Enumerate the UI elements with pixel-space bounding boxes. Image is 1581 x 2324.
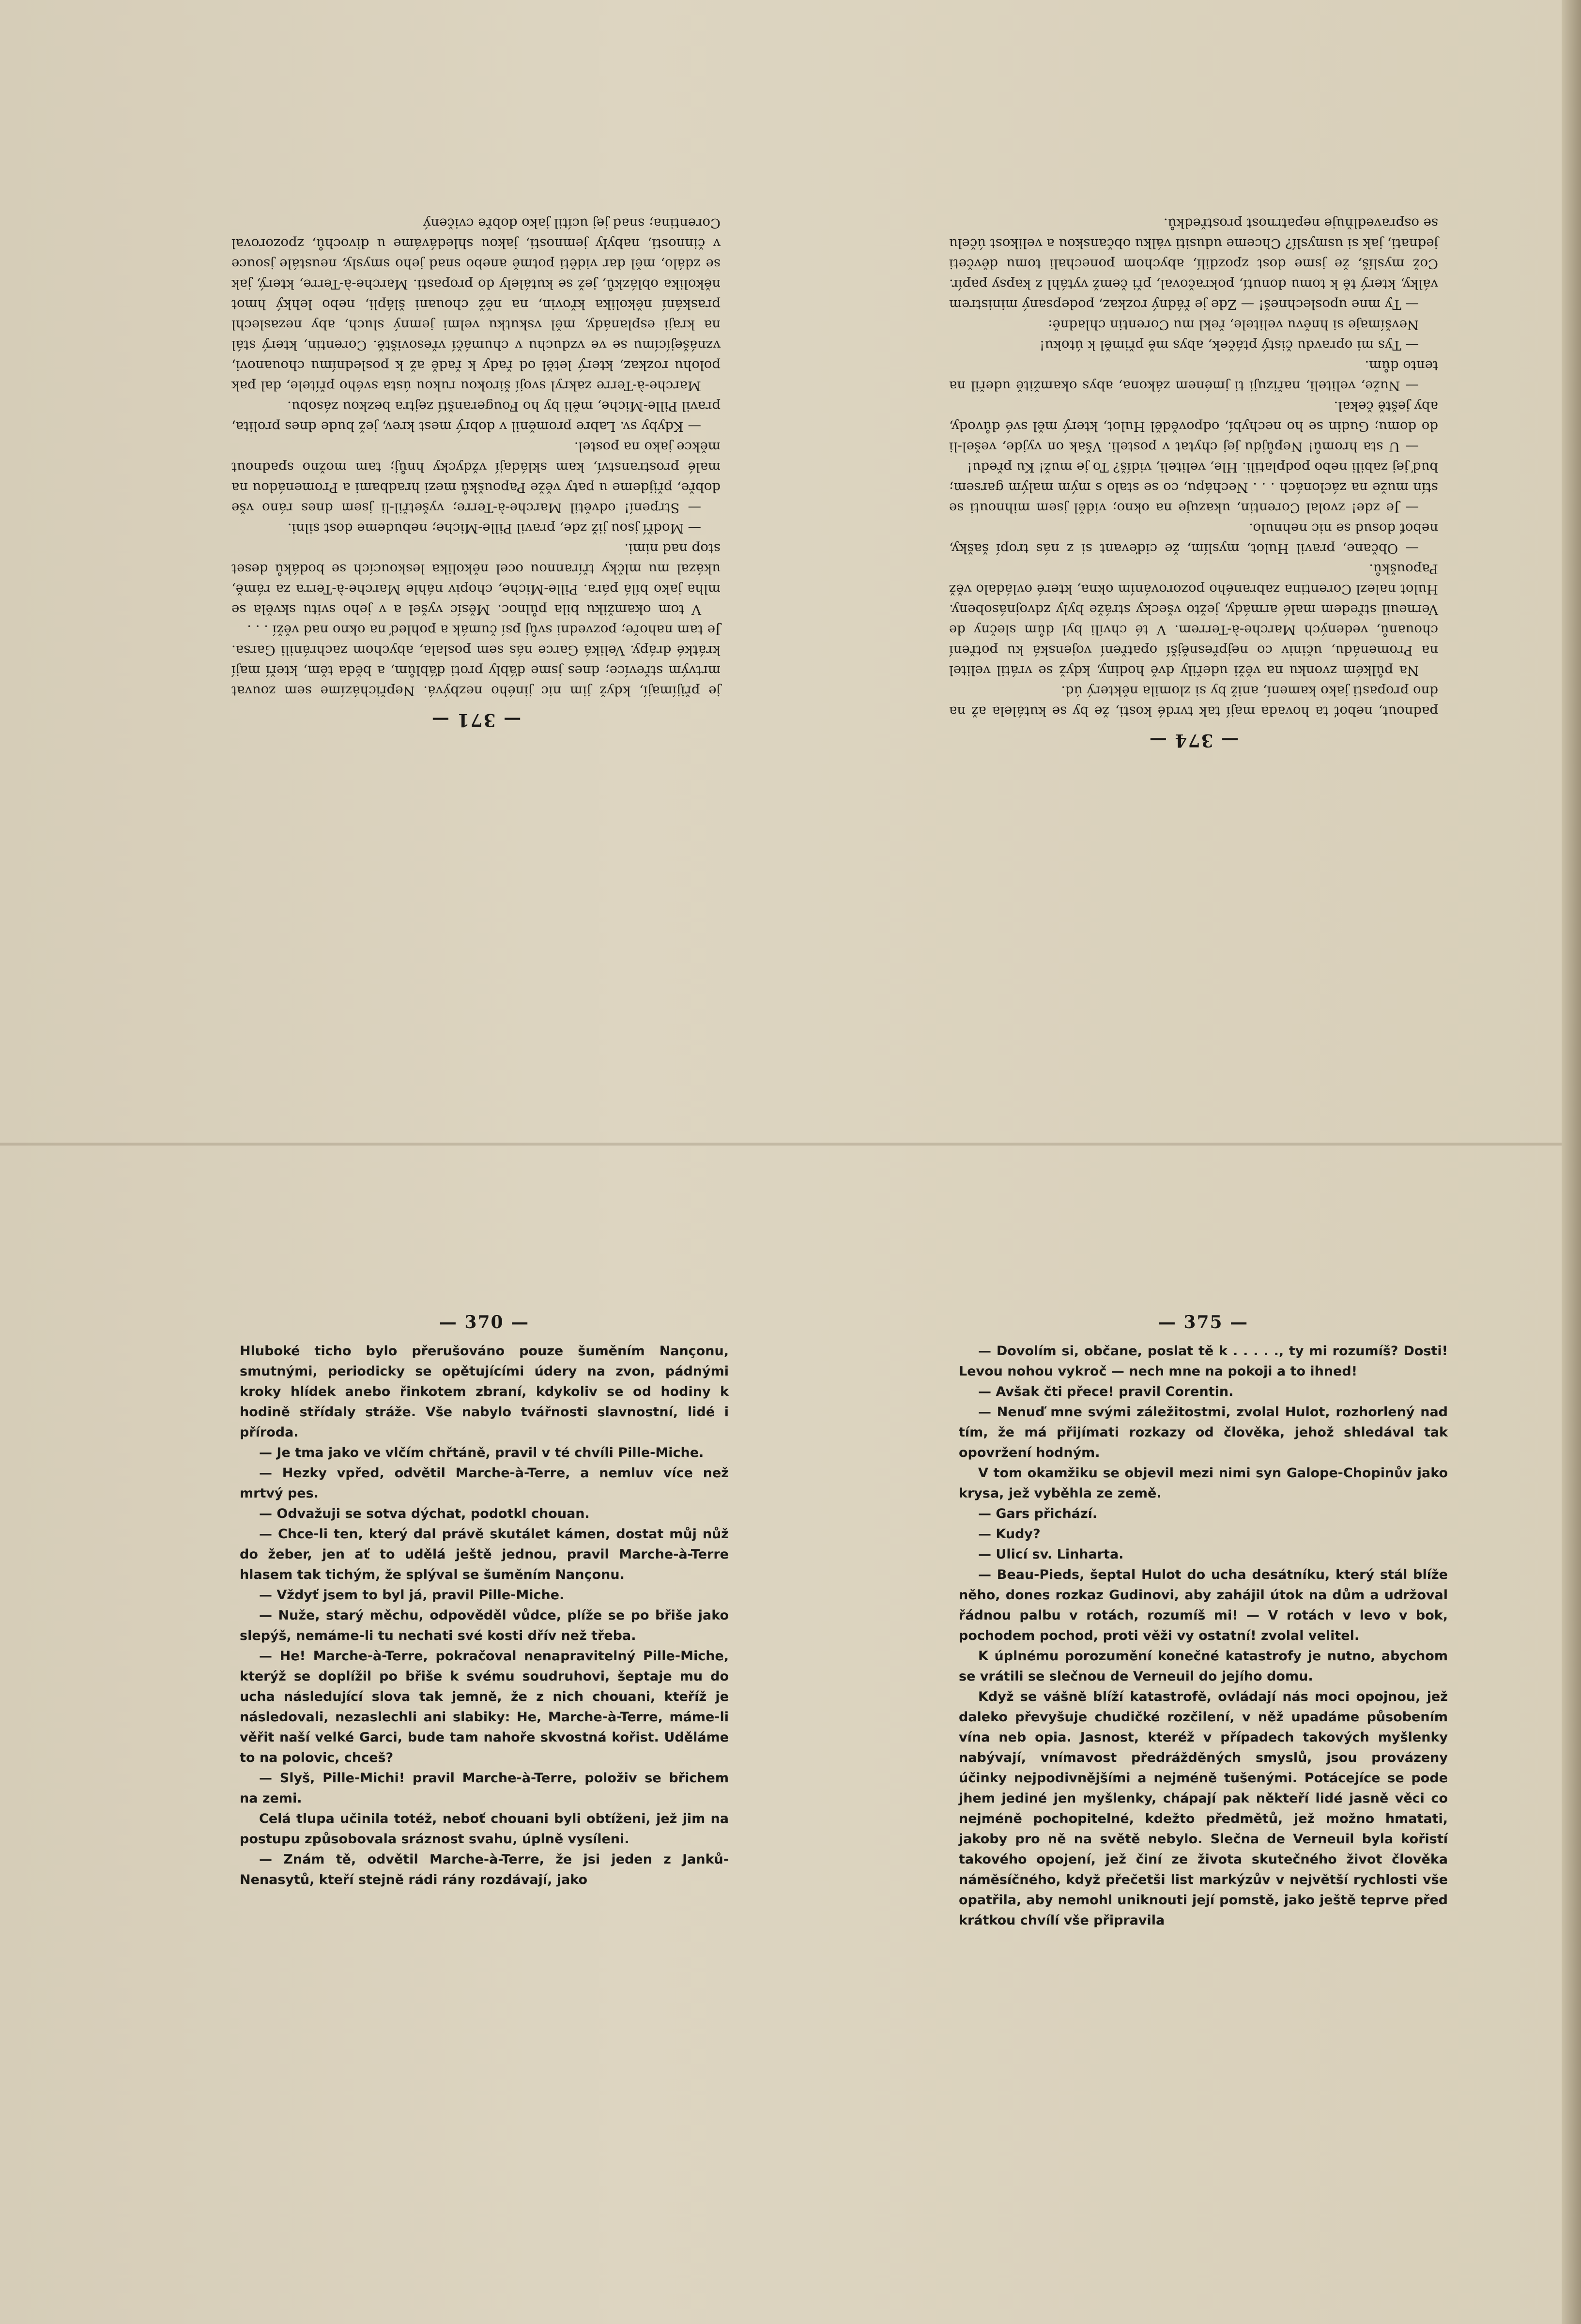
paragraph: — Vždyť jsem to byl já, pravil Pille-Miche. bbox=[259, 1588, 565, 1603]
paragraph: — Tys mi opravdu čistý ptáček, abys mě přiměl k útoku! bbox=[1039, 337, 1419, 353]
page-number: — 374 — bbox=[1148, 730, 1239, 750]
paragraph: — Chce-li ten, který dal právě skutálet kámen, dostat můj nůž do žeber, jen ať to udělá ještě jednou, pravil Marche-à-Terre hlasem tak tichým, že splýval se šuměním Nançonu. bbox=[240, 1527, 729, 1582]
page-body bbox=[240, 1341, 729, 1890]
page-371 bbox=[231, 213, 721, 730]
paragraph: — Ty mne uposlechneš! — Zde je řádný rozkaz, podepsaný ministrem války, který tě k tomu donutí, pokračoval, při čemž vytáhl z kapsy papír. Což myslíš, že jsme dost zpozdilí, abychom ponechali tomu děvčeti jednati, jak si usmyslí? Chceme udusiti válku občanskou a velikost účelu se ospravedlňuje nepatrnost prostředků. bbox=[949, 215, 1438, 312]
paragraph: — Avšak čti přece! pravil Corentin. bbox=[978, 1384, 1234, 1399]
paragraph: — Nuže, veliteli, nařizuji ti jménem zákona, abys okamžitě udeřil na tento dům. bbox=[949, 358, 1438, 394]
paragraph: — Je tma jako ve vlčím chřtáně, pravil v té chvíli Pille-Miche. bbox=[259, 1445, 704, 1460]
paragraph: — Odvažuji se sotva dýchat, podotkl chouan. bbox=[259, 1506, 590, 1521]
paragraph: — Občane, pravil Hulot, myslím, že ciďevant si z nás tropí šašky, neboť dosud se nic nehnulo. bbox=[949, 520, 1438, 556]
paragraph: — Nuže, starý měchu, odpověděl vůdce, plíže se po břiše jako slepýš, nemáme-li tu nechati své kosti dřív než třeba. bbox=[240, 1608, 729, 1643]
paragraph: — Hezky vpřed, odvětil Marche-à-Terre, a nemluv více než mrtvý pes. bbox=[240, 1466, 729, 1501]
paragraph: V tom okamžiku se objevil mezi nimi syn Galope-Chopinův jako krysa, jež vyběhla ze země. bbox=[959, 1466, 1448, 1501]
paragraph: — Modří jsou již zde, pravil Pille-Miche; nebudeme dost silni. bbox=[287, 520, 701, 536]
page-370 bbox=[240, 1312, 729, 1890]
page-fold bbox=[0, 1143, 1562, 1146]
paragraph: — He! Marche-à-Terre, pokračoval nenapravitelný Pille-Miche, kterýž se doplížil po břiše k svému soudruhovi, šeptaje mu do ucha následující slova tak jemně, že z nich chouani, kteříž je následovali, nezaslechli ani slabiky: He, Marche-à-Terre, máme-li věřit naší velké Garci, bude tam nahoře skvostná kořist. Uděláme to na polovic, chceš? bbox=[240, 1649, 729, 1765]
paragraph: V tom okamžiku bila půlnoc. Měsíc vyšel a v jeho svitu skvěla se mlha jako bílá pára. Pille-Miche, chopiv náhle Marche-à-Terra za rámě, ukázal mu mlčky třírannou ocel několika leskoucích se bodáků deset stop nad nimi. bbox=[231, 541, 721, 617]
paragraph: je přijímají, když jim nic jiného nezbývá. Nepřicházíme sem zouvat mrtvým střevíce; dnes jsme ďábly proti ďáblům, a běda těm, kteří mají krátké drápy. Veliká Garce nás sem poslala, abychom zachránili Garsa. Je tam nahoře; pozvedni svůj psí čumák a pohleď na okno nad věží . . . bbox=[231, 622, 721, 699]
paragraph: — Znám tě, odvětil Marche-à-Terre, že jsi jeden z Janků-Nenasytů, kteří stejně rádi rány rozdávají, jako bbox=[240, 1852, 729, 1887]
paragraph: Nevšímaje si hněvu velitele, řekl mu Corentin chladně: bbox=[1048, 317, 1419, 333]
paragraph: — Kudy? bbox=[978, 1527, 1041, 1542]
page-number: — 371 — bbox=[430, 710, 522, 730]
paragraph: Když se vášně blíží katastrofě, ovládají nás moci opojnou, jež daleko převyšuje chudičké rozčilení, v něž upadáme působením vína neb opia. Jasnost, kteréž v případech takových myšlenky nabývají, vnímavost předrážděných smyslů, jsou provázeny účinky nejpodivnějšími a nejméně tušenými. Potácejíce se pode jhem jediné jen myšlenky, chápají pak někteří lidé jasně věci co nejméně pochopitelné, kdežto předmětů, jež možno hmatati, jakoby pro ně na světě nebylo. Slečna de Verneuil byla kořistí takového opojení, jež činí ze života skutečného život člověka náměsíčného, když přečetši list markýzův v největší rychlosti vše opatřila, aby nemohl uniknouti její pomstě, jako ještě teprve před krátkou chvílí vše připravila bbox=[959, 1689, 1448, 1928]
paragraph: — Nenuď mne svými záležitostmi, zvolal Hulot, rozhorlený nad tím, že má přijímati rozkazy od člověka, jehož shledával tak opovržení hodným. bbox=[959, 1405, 1448, 1460]
paragraph: — Je zde! zvolal Corentin, ukazuje na okno; viděl jsem mihnouti se stín muže na záclonách . . . Nechápu, co se stalo s mým malým garsem; buď jej zabili nebo podplatili. Hle, veliteli, vidíš? To je muž! Ku předu! bbox=[949, 459, 1438, 516]
book-spine bbox=[1562, 0, 1581, 2324]
paragraph: Marche-à-Terre zakryl svojí širokou rukou ústa svého přítele, dal pak polohu rozkaz, který letěl od řady k řadě až k poslednímu chouanovi, vznášejícímu se ve vzduchu v chumáčí vřesoviště. Corentin, který stál na kraji esplanády, měl vskutku velmi jemný sluch, aby nezaslechl praskání několika křovin, na něž chouani šlápli, nebo lehký hmot několika oblázků, jež se kutálely do propasti. Marche-à-Terre, který, jak se zdálo, měl dar viděti potmě anebo snad jeho smysly, neustále jsouce v činnosti, nabyly jemnosti, jakou shledáváme u divochů, zpozoroval Corentina; snad jej ucítil jako dobře cvičený bbox=[231, 215, 721, 394]
page-body bbox=[231, 213, 721, 701]
paragraph: — Ulicí sv. Linharta. bbox=[978, 1547, 1124, 1562]
paragraph: Na půlkém zvonku na věži udeřily dvě hodiny, když se vrátil velitel na Promenádu, učiniv co nejpřesnější opatření vojenská ku potření chouanů, vedených Marche-à-Terrem. V té chvíli byl dům slečny de Verneuil středem malé armády, ježto všecky stráže byly zdvojnásobeny. Hulot nalezl Corentina zabraného pozorováním okna, které ovládalo věž Papoušků. bbox=[949, 561, 1438, 678]
paragraph: — Beau-Pieds, šeptal Hulot do ucha desátníku, který stál blíže něho, dones rozkaz Gudinovi, aby zahájil útok na dům a udržoval řádnou palbu v rotách, rozumíš mi! — V rotách v levo v bok, pochodem pochod, proti věži vy ostatní! zvolal velitel. bbox=[959, 1567, 1448, 1643]
page-number: — 370 — bbox=[439, 1312, 530, 1332]
page-374 bbox=[949, 213, 1438, 750]
paragraph: Celá tlupa učinila totéž, neboť chouani byli obtíženi, jež jim na postupu způsobovala sráznost svahu, úplně vysíleni. bbox=[240, 1811, 729, 1847]
paragraph: — Strpení! odvětil Marche-à-Terre; vyšetřil-li jsem dnes ráno vše dobře, přijdeme u paty věže Papoušků mezi hradbami a Promenádou na malé prostranství, kam skládají vždycky hnůj; tam možno spadnout měkce jako na postel. bbox=[231, 439, 721, 516]
page-number: — 375 — bbox=[1158, 1312, 1249, 1332]
paragraph: — Gars přichází. bbox=[978, 1506, 1098, 1521]
page-body bbox=[949, 213, 1438, 721]
page-body bbox=[959, 1341, 1448, 1931]
paragraph: — Kdyby sv. Labre proměnil v dobrý mest krev, jež bude dnes prolita, pravil Pille-Miche, měli by ho Fougeranští zejtra bezkou zásobu. bbox=[231, 398, 721, 434]
paragraph: — Slyš, Pille-Michi! pravil Marche-à-Terre, položiv se břichem na zemi. bbox=[240, 1771, 729, 1806]
paragraph: K úplnému porozumění konečné katastrofy je nutno, abychom se vrátili se slečnou de Verneuil do jejího domu. bbox=[959, 1649, 1448, 1684]
paragraph: — Dovolím si, občane, poslat tě k . . . . ., ty mi rozumíš? Dosti! Levou nohou vykroč — nech mne na pokoji a to ihned! bbox=[959, 1344, 1448, 1379]
page-375 bbox=[959, 1312, 1448, 1931]
paragraph: Hluboké ticho bylo přerušováno pouze šuměním Nançonu, smutnými, periodicky se opětujícími údery na zvon, pádnými kroky hlídek anebo řinkotem zbraní, kdykoliv se od hodiny k hodině střídaly stráže. Vše nabylo tvářnosti slavnostní, lidé i příroda. bbox=[240, 1344, 729, 1440]
paragraph: padnout, neboť ta hovada mají tak tvrdé kosti, že by se kutálela až na dno propasti jako kamení, aniž by si zlomila některý úd. bbox=[949, 683, 1438, 719]
paragraph: — U sta hromů! Nepůjdu jej chytat v posteli. Však on vyjde, vešel-li do domu; Gudin se ho nechybí, odpověděl Hulot, který měl své důvody, aby ještě čekal. bbox=[949, 398, 1438, 455]
